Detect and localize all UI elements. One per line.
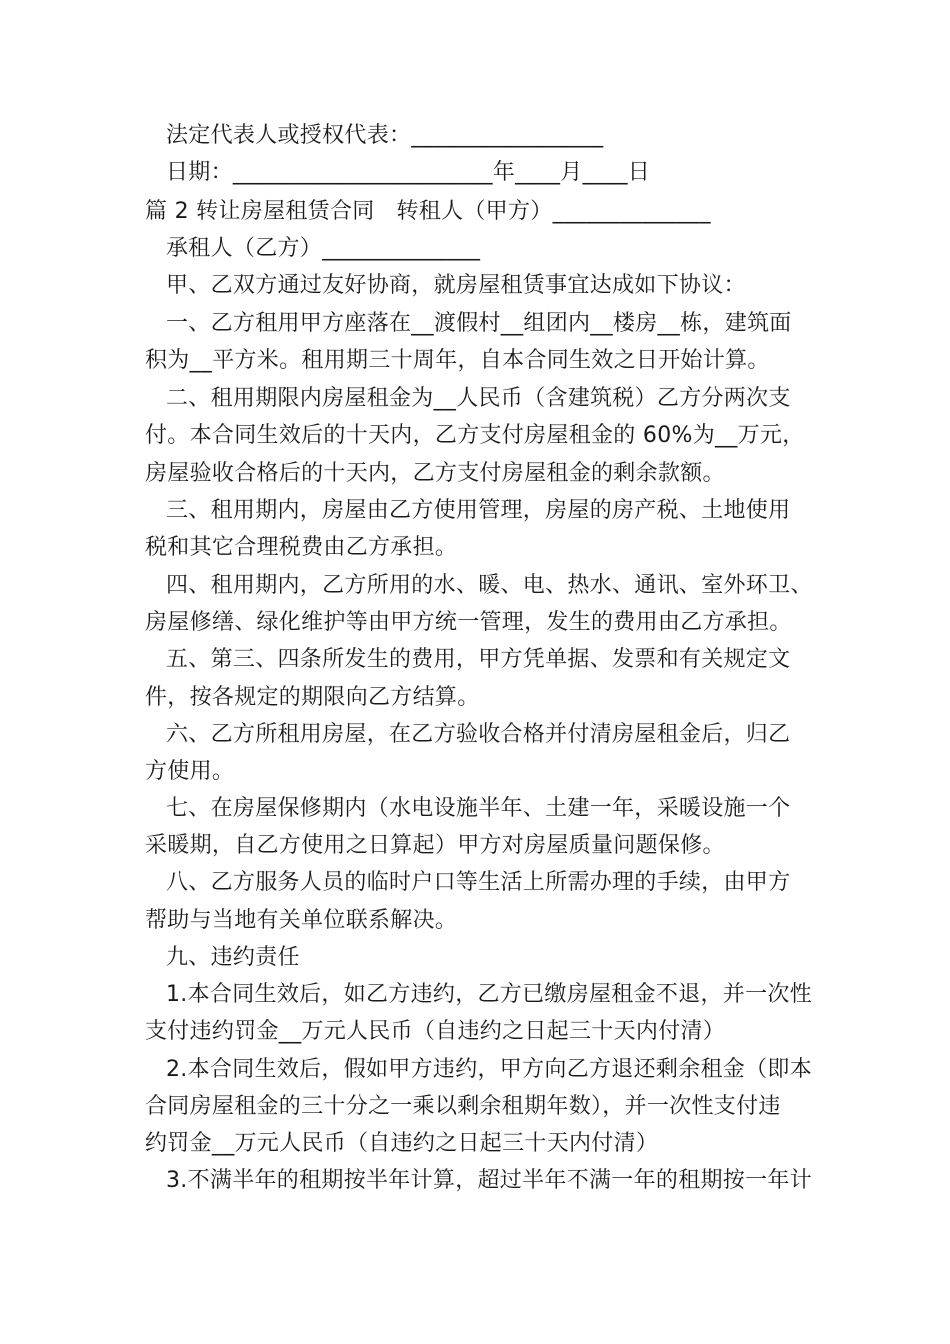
clause-9-item-1-line-1: 1.本合同生效后，如乙方违约，乙方已缴房屋租金不退，并一次性 bbox=[166, 982, 812, 1007]
clause-1-line-1: 一、乙方租用甲方座落在__渡假村__组团内__楼房__栋，建筑面 bbox=[166, 311, 792, 336]
clause-5-line-2: 件，按各规定的期限向乙方结算。 bbox=[145, 685, 480, 710]
clause-8-line-1: 八、乙方服务人员的临时户口等生活上所需办理的手续，由甲方 bbox=[166, 870, 791, 895]
clause-7-line-1: 七、在房屋保修期内（水电设施半年、土建一年，采暖设施一个 bbox=[166, 796, 791, 821]
clause-3-line-2: 税和其它合理税费由乙方承担。 bbox=[145, 535, 458, 560]
clause-9-heading: 九、违约责任 bbox=[166, 945, 300, 970]
clause-9-item-2-line-1: 2.本合同生效后，假如甲方违约，甲方向乙方退还剩余租金（即本 bbox=[166, 1057, 812, 1082]
clause-3-line-1: 三、租用期内，房屋由乙方使用管理，房屋的房产税、土地使用 bbox=[166, 498, 791, 523]
clause-8-line-2: 帮助与当地有关单位联系解决。 bbox=[145, 908, 458, 933]
clause-2-line-2: 付。本合同生效后的十天内，乙方支付房屋租金的 60%为__万元， bbox=[145, 423, 805, 448]
clause-9-item-1-line-2: 支付违约罚金__万元人民币（自违约之日起三十天内付清） bbox=[145, 1019, 726, 1044]
section-heading-article-2: 篇 2 转让房屋租赁合同 转租人（甲方）______________ bbox=[145, 199, 711, 224]
agreement-intro: 甲、乙双方通过友好协商，就房屋租赁事宜达成如下协议： bbox=[166, 273, 746, 298]
clause-7-line-2: 采暖期，自乙方使用之日算起）甲方对房屋质量问题保修。 bbox=[145, 833, 725, 858]
clause-2-line-1: 二、租用期限内房屋租金为__人民币（含建筑税）乙方分两次支 bbox=[166, 386, 791, 411]
clause-5-line-1: 五、第三、四条所发生的费用，甲方凭单据、发票和有关规定文 bbox=[166, 647, 791, 672]
clause-2-line-3: 房屋验收合格后的十天内，乙方支付房屋租金的剩余款额。 bbox=[145, 461, 725, 486]
lessee-line: 承租人（乙方）______________ bbox=[166, 236, 481, 261]
signature-line-representative: 法定代表人或授权代表：_________________ bbox=[166, 123, 604, 148]
clause-9-item-2-line-2: 合同房屋租金的三十分之一乘以剩余租期年数），并一次性支付违 bbox=[145, 1094, 781, 1119]
clause-9-item-3-line-1: 3.不满半年的租期按半年计算，超过半年不满一年的租期按一年计 bbox=[166, 1168, 812, 1193]
clause-6-line-2: 方使用。 bbox=[145, 759, 235, 784]
clause-6-line-1: 六、乙方所租用房屋，在乙方验收合格并付清房屋租金后，归乙 bbox=[166, 722, 791, 747]
clause-9-item-2-line-3: 约罚金__万元人民币（自违约之日起三十天内付清） bbox=[145, 1131, 659, 1156]
clause-4-line-2: 房屋修缮、绿化维护等由甲方统一管理，发生的费用由乙方承担。 bbox=[145, 610, 792, 635]
date-line: 日期：_______________________年____月____日 bbox=[166, 160, 651, 185]
clause-4-line-1: 四、租用期内，乙方所用的水、暖、电、热水、通讯、室外环卫、 bbox=[166, 573, 813, 598]
clause-1-line-2: 积为__平方米。租用期三十周年，自本合同生效之日开始计算。 bbox=[145, 348, 770, 373]
